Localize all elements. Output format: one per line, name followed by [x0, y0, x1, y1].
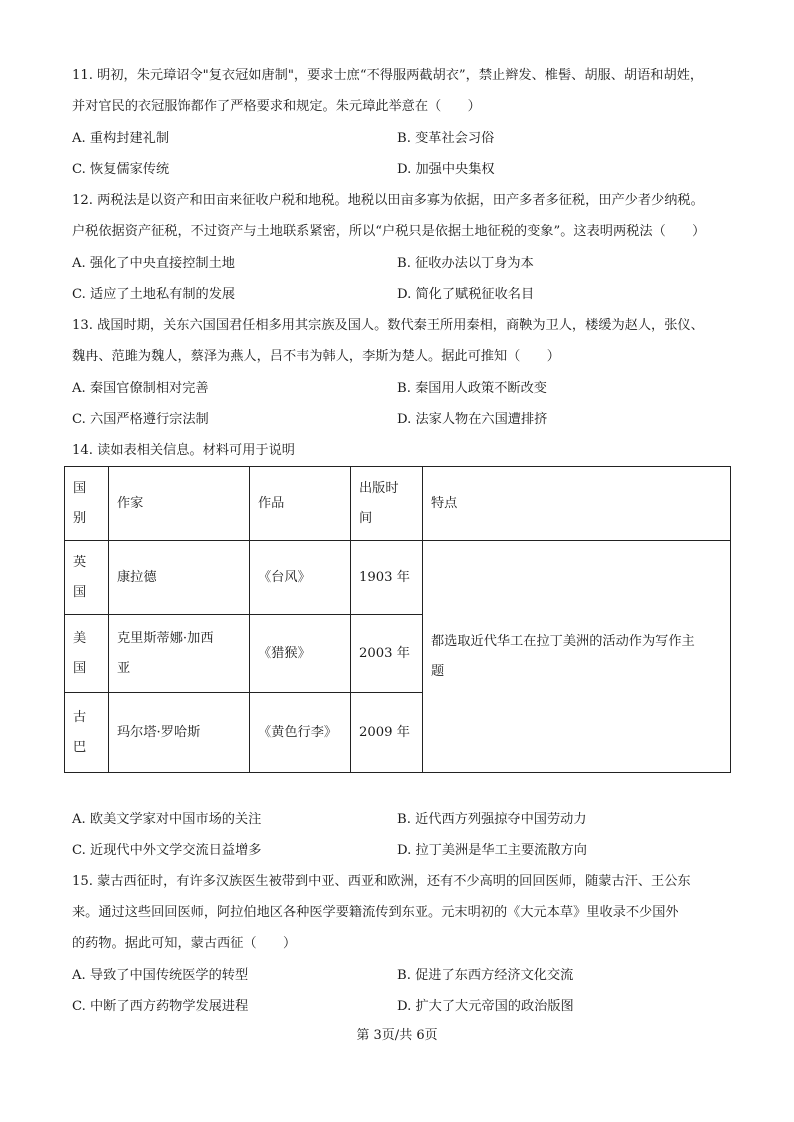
cell-year-text: 2003 年	[359, 645, 410, 661]
q14-stem: 14. 读如表相关信息。材料可用于说明	[72, 443, 295, 458]
q13-option-d: D. 法家人物在六国遭排挤	[397, 412, 548, 427]
cell-country	[65, 615, 109, 693]
cell-author-text: 克里斯蒂娜·加西 亚	[117, 630, 214, 676]
header-country	[65, 467, 109, 541]
cell-author	[109, 615, 250, 693]
q12-option-c: C. 适应了土地私有制的发展	[72, 287, 236, 302]
q15-option-c: C. 中断了西方药物学发展进程	[72, 999, 249, 1014]
q14-option-d: D. 拉丁美洲是华工主要流散方向	[397, 843, 587, 858]
q11-stem-line1: 11. 明初，朱元璋诏令"复衣冠如唐制"，要求士庶“不得服两截胡衣”，禁止辫发、椎髻、胡服、胡语和胡姓，	[72, 68, 704, 83]
cell-author-text: 玛尔塔·罗哈斯	[117, 724, 201, 740]
q13-stem-line2: 魏冉、范雎为魏人，蔡泽为燕人，吕不韦为韩人，李斯为楚人。据此可推知（ ）	[72, 349, 560, 364]
q12-option-d: D. 简化了赋税征收名目	[397, 287, 535, 302]
header-feature	[423, 467, 731, 541]
cell-year-text: 1903 年	[359, 569, 410, 585]
header-country-text: 国 别	[73, 480, 87, 526]
cell-work	[250, 615, 351, 693]
q12-option-a: A. 强化了中央直接控制土地	[72, 256, 235, 271]
q11-stem-line2: 并对官民的衣冠服饰都作了严格要求和规定。朱元璋此举意在（ ）	[72, 99, 481, 114]
cell-work-text: 《黄色行李》	[258, 724, 338, 740]
header-work-text: 作品	[258, 495, 285, 511]
q14-option-c: C. 近现代中外文学交流日益增多	[72, 843, 262, 858]
cell-work-text: 《猎猴》	[258, 645, 311, 661]
q15-stem-line2: 来。通过这些回回医师，阿拉伯地区各种医学要籍流传到东亚。元末明初的《大元本草》里收录不少国外	[72, 905, 679, 920]
q11-option-c: C. 恢复儒家传统	[72, 162, 170, 177]
cell-year-text: 2009 年	[359, 724, 410, 740]
q15-option-a: A. 导致了中国传统医学的转型	[72, 968, 249, 983]
cell-country	[65, 693, 109, 773]
q15-stem-line3: 的药物。据此可知，蒙古西征（ ）	[72, 936, 297, 951]
header-work	[250, 467, 351, 541]
header-author-text: 作家	[117, 495, 144, 511]
q12-stem-line1: 12. 两税法是以资产和田亩来征收户税和地税。地税以田亩多寡为依据，田产多者多征税，田产少者少纳税。	[72, 193, 704, 208]
q13-option-a: A. 秦国官僚制相对完善	[72, 381, 209, 396]
q14-option-a: A. 欧美文学家对中国市场的关注	[72, 812, 262, 827]
header-feature-text: 特点	[431, 495, 458, 511]
cell-country-text: 古 巴	[73, 709, 87, 755]
table-header-row	[65, 467, 731, 541]
cell-work-text: 《台风》	[258, 569, 311, 585]
q12-option-b: B. 征收办法以丁身为本	[397, 256, 534, 271]
cell-country	[65, 541, 109, 615]
cell-year	[351, 615, 423, 693]
cell-author-text: 康拉德	[117, 569, 157, 585]
q13-stem-line1: 13. 战国时期，关东六国国君任相多用其宗族及国人。数代秦王所用秦相，商鞅为卫人，楼缓为赵人，张仪、	[72, 318, 704, 333]
q13-option-b: B. 秦国用人政策不断改变	[397, 381, 547, 396]
header-year	[351, 467, 423, 541]
table-row	[65, 541, 731, 615]
cell-country-text: 英 国	[73, 554, 87, 600]
cell-author	[109, 541, 250, 615]
q11-option-b: B. 变革社会习俗	[397, 131, 495, 146]
q14-info-table	[64, 466, 731, 773]
cell-work	[250, 693, 351, 773]
cell-year	[351, 541, 423, 615]
cell-author	[109, 693, 250, 773]
cell-year	[351, 693, 423, 773]
q15-option-b: B. 促进了东西方经济文化交流	[397, 968, 574, 983]
q11-option-d: D. 加强中央集权	[397, 162, 495, 177]
cell-feature	[423, 541, 731, 773]
cell-feature-text: 都选取近代华工在拉丁美洲的活动作为写作主 题	[431, 633, 695, 679]
cell-country-text: 美 国	[73, 630, 87, 676]
cell-work	[250, 541, 351, 615]
q12-stem-line2: 户税依据资产征税，不过资产与土地联系紧密，所以“户税只是依据土地征税的变象”。这表明两税法（ ）	[72, 224, 706, 239]
q14-option-b: B. 近代西方列强掠夺中国劳动力	[397, 812, 587, 827]
q15-stem-line1: 15. 蒙古西征时，有许多汉族医生被带到中亚、西亚和欧洲，还有不少高明的回回医师，随蒙古汗、王公东	[72, 874, 691, 889]
q15-option-d: D. 扩大了大元帝国的政治版图	[397, 999, 574, 1014]
q11-option-a: A. 重构封建礼制	[72, 131, 170, 146]
q13-option-c: C. 六国严格遵行宗法制	[72, 412, 209, 427]
page-number: 第 3页/共 6页	[356, 1028, 438, 1043]
header-year-text: 出版时 间	[359, 480, 399, 526]
header-author	[109, 467, 250, 541]
